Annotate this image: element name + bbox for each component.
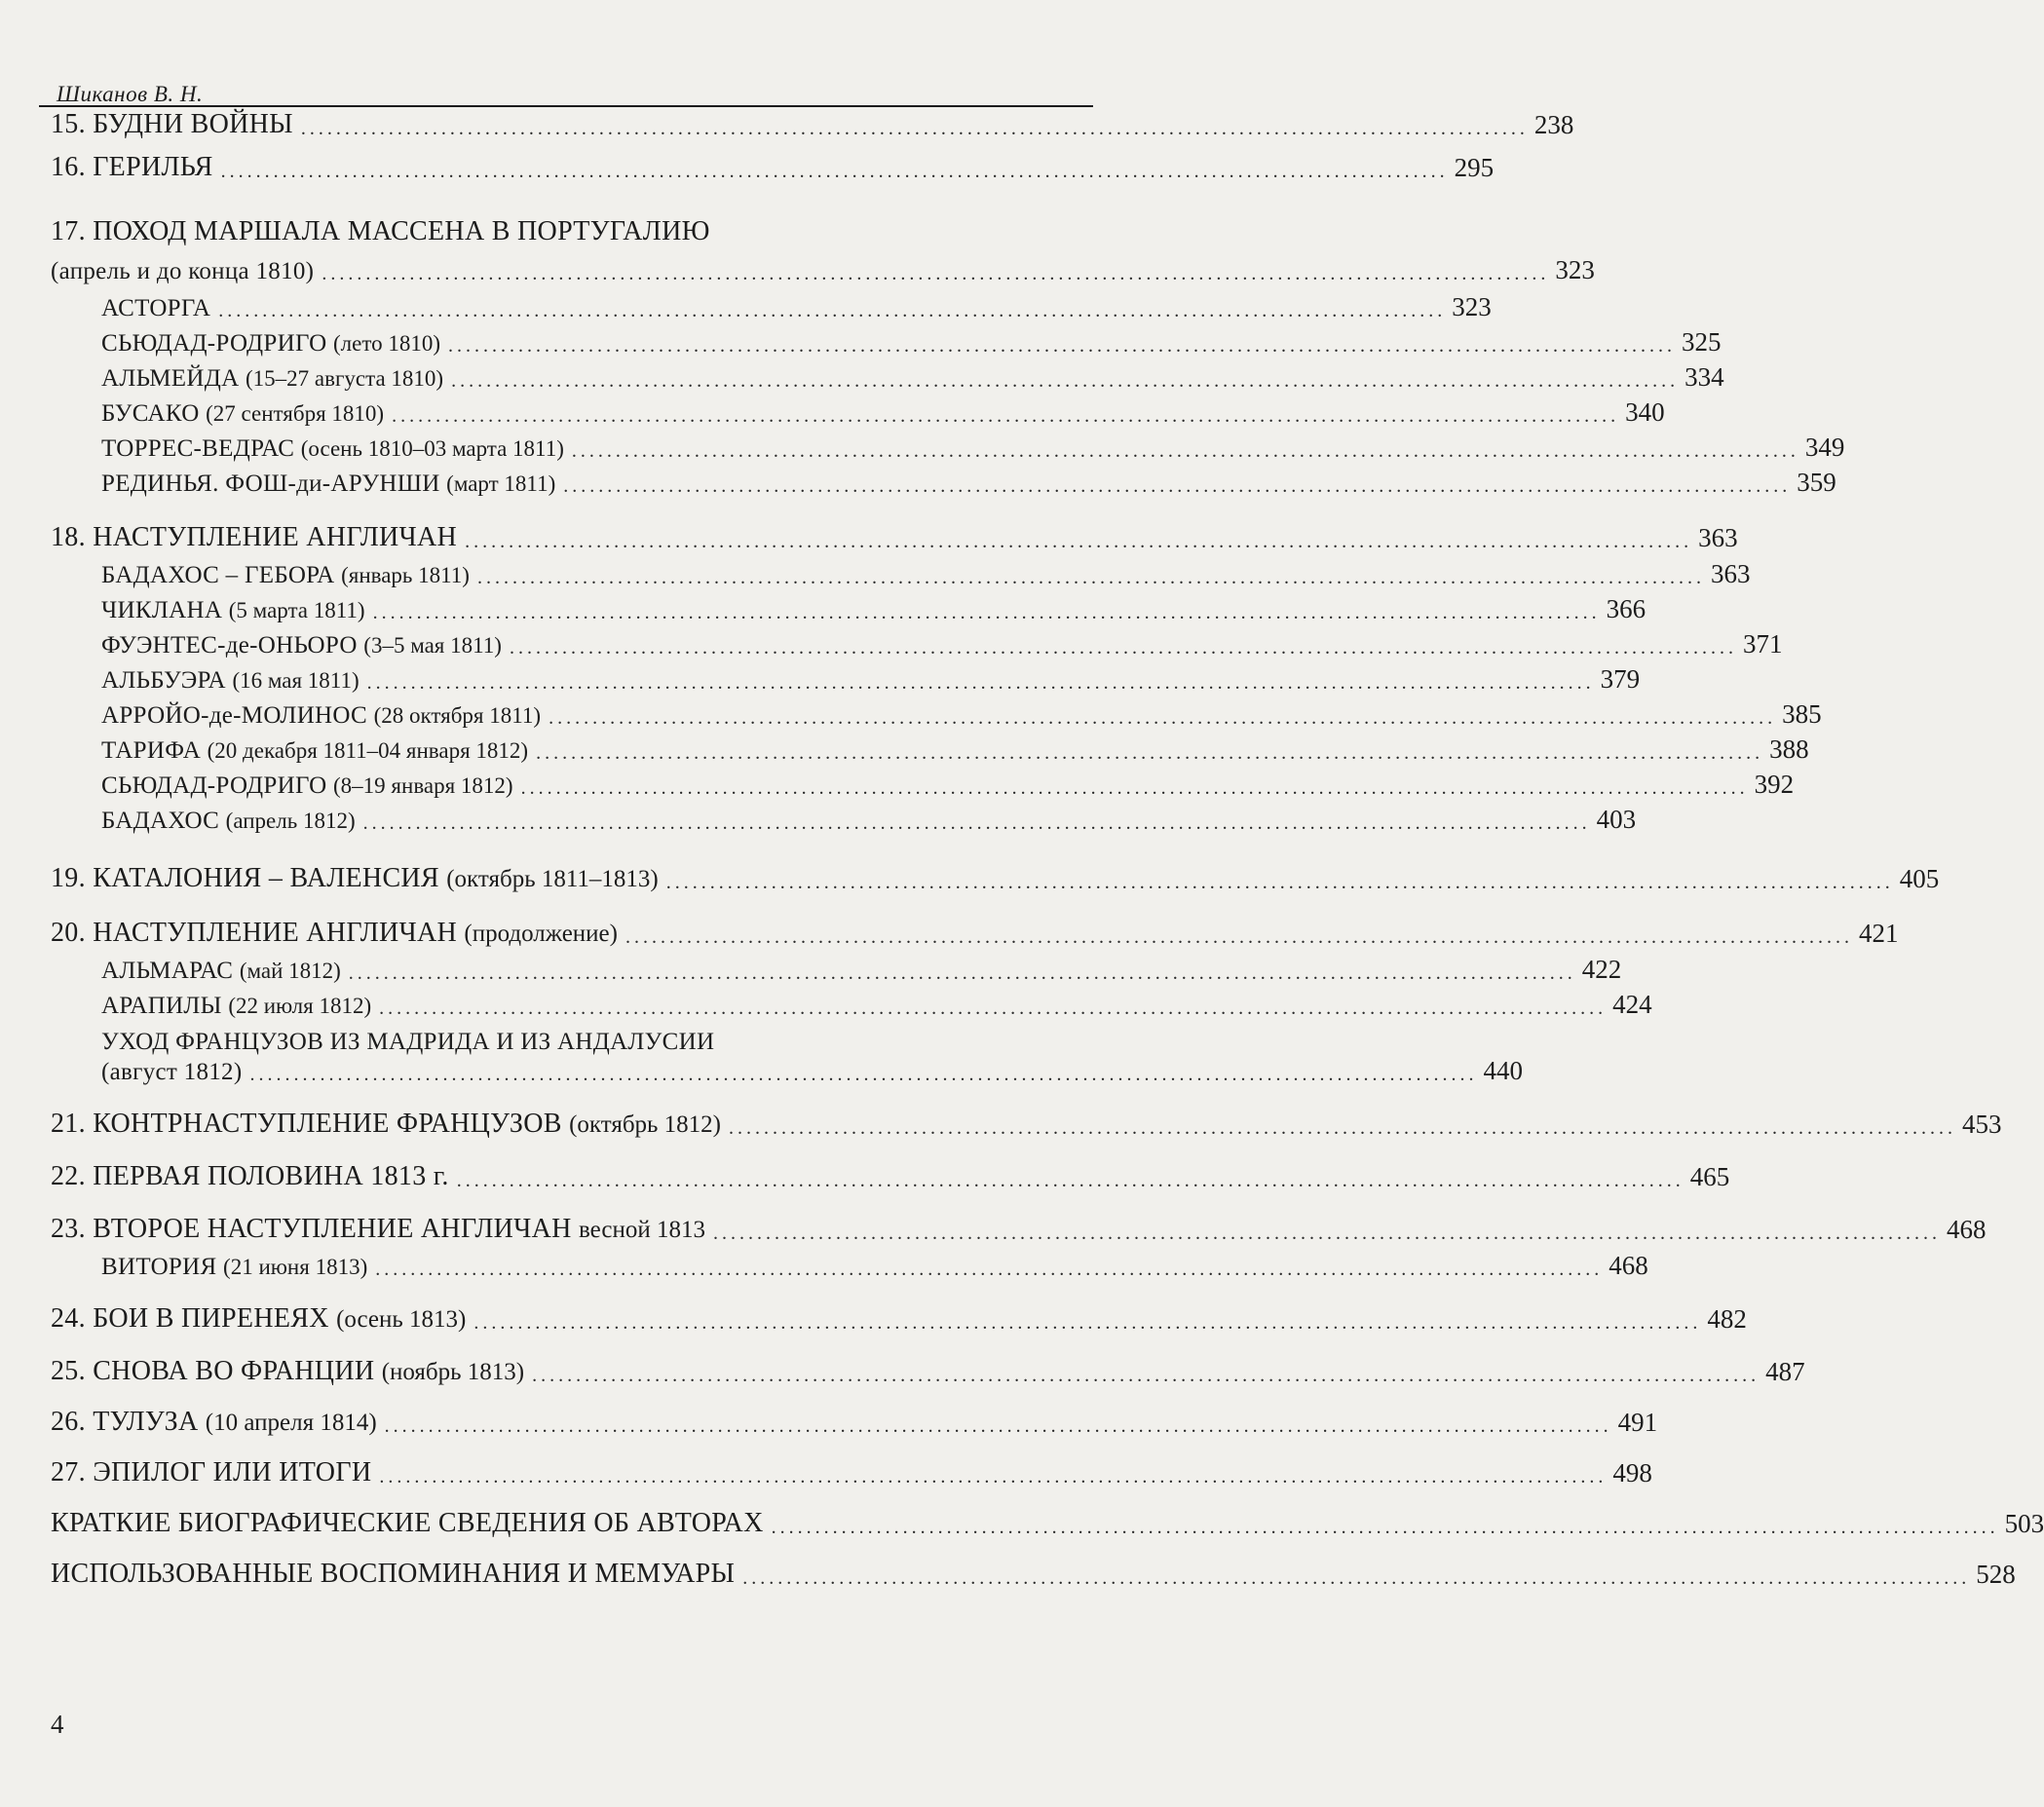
entry-page: 528 (1976, 1560, 2016, 1589)
leader-dots: ............................................................................................................................................ (372, 602, 1601, 623)
entry-page: 359 (1797, 468, 1836, 497)
toc-entry (51, 918, 1899, 949)
entry-page: 238 (1533, 110, 1574, 139)
toc-subentry (101, 1056, 1523, 1086)
entry-title-line: 17. ПОХОД МАРШАЛА МАССЕНА В ПОРТУГАЛИЮ (51, 216, 710, 246)
entry-page: 325 (1682, 327, 1722, 357)
entry-note: весной 1813 (579, 1217, 705, 1243)
toc-subentry (101, 468, 1836, 498)
toc-subentry (101, 990, 1652, 1020)
entry-page: 388 (1769, 734, 1809, 764)
toc-entry (51, 522, 1738, 553)
leader-dots: ............................................................................................................................................ (571, 440, 1799, 462)
toc-subentry (101, 327, 1722, 358)
toc-entry (51, 1559, 2016, 1590)
entry-title: КРАТКИЕ БИОГРАФИЧЕСКИЕ СВЕДЕНИЯ ОБ АВТОРАХ (51, 1508, 764, 1538)
leader-dots: ............................................................................................................................................ (348, 962, 1576, 984)
running-header: Шиканов В. Н. (57, 82, 204, 106)
entry-note: (27 сентября 1810) (206, 401, 385, 426)
entry-title: 15. БУДНИ ВОЙНЫ (51, 109, 293, 139)
leader-dots: ............................................................................................................................................ (665, 872, 1894, 893)
toc-entry (51, 152, 1495, 183)
toc-subentry (101, 955, 1622, 985)
entry-page: 366 (1606, 594, 1647, 623)
entry-page: 465 (1689, 1162, 1730, 1191)
leader-dots: ............................................................................................................................................ (362, 812, 1591, 834)
toc-subentry (101, 433, 1845, 463)
leader-dots: ............................................................................................................................................ (379, 998, 1608, 1019)
entry-title: ФУЭНТЕС-де-ОНЬОРО (101, 632, 358, 659)
entry-page: 405 (1899, 864, 1940, 893)
toc-subentry (101, 362, 1724, 393)
entry-title: 18. НАСТУПЛЕНИЕ АНГЛИЧАН (51, 522, 458, 552)
leader-dots: ............................................................................................................................................ (384, 1415, 1612, 1437)
entry-note: (осень 1813) (336, 1306, 467, 1333)
entry-title: СЬЮДАД-РОДРИГО (101, 330, 327, 357)
entry-title: РЕДИНЬЯ. ФОШ-ди-АРУНШИ (101, 471, 440, 497)
toc-subentry (101, 664, 1641, 695)
entry-page: 363 (1698, 523, 1738, 552)
toc-entry (51, 1161, 1730, 1192)
entry-page: 349 (1804, 433, 1845, 462)
leader-dots: ............................................................................................................................................ (300, 118, 1529, 139)
leader-dots: ............................................................................................................................................ (375, 1259, 1604, 1280)
entry-title: 20. НАСТУПЛЕНИЕ АНГЛИЧАН (51, 918, 458, 948)
entry-page: 482 (1707, 1304, 1747, 1334)
entry-title: БАДАХОС (101, 808, 220, 834)
leader-dots: ............................................................................................................................................ (465, 531, 1693, 552)
leader-dots: ............................................................................................................................................ (392, 405, 1620, 427)
toc-entry (51, 109, 1574, 140)
leader-dots: ............................................................................................................................................ (509, 637, 1737, 659)
entry-note: (21 июня 1813) (223, 1255, 368, 1279)
entry-note: (3–5 мая 1811) (363, 633, 502, 658)
leader-dots: ............................................................................................................................................ (473, 1312, 1702, 1334)
entry-page: 323 (1555, 255, 1595, 284)
entry-page: 334 (1684, 362, 1724, 392)
toc-entry (51, 1214, 1987, 1245)
toc-subentry (101, 397, 1665, 428)
leader-dots: ............................................................................................................................................ (536, 742, 1764, 764)
leader-dots: ............................................................................................................................................ (220, 161, 1449, 182)
entry-page: 421 (1858, 919, 1899, 948)
entry-note: (январь 1811) (341, 563, 470, 587)
entry-page: 379 (1600, 664, 1641, 694)
entry-page: 392 (1754, 770, 1795, 799)
entry-note: (22 июля 1812) (228, 994, 372, 1018)
entry-note: (продолжение) (464, 921, 618, 947)
leader-dots: ............................................................................................................................................ (476, 567, 1705, 588)
leader-dots: ............................................................................................................................................ (379, 1466, 1608, 1487)
entry-title: 27. ЭПИЛОГ ИЛИ ИТОГИ (51, 1457, 372, 1487)
leader-dots: ............................................................................................................................................ (218, 300, 1447, 321)
leader-dots: ............................................................................................................................................ (712, 1223, 1941, 1244)
toc-entry (51, 1303, 1747, 1335)
toc-subentry (101, 734, 1809, 765)
entry-title: ТАРИФА (101, 737, 202, 764)
toc-subentry (101, 292, 1492, 322)
entry-title: АСТОРГА (101, 295, 211, 321)
entry-title: СЬЮДАД-РОДРИГО (101, 772, 327, 799)
leader-dots: ............................................................................................................................................ (532, 1365, 1760, 1386)
toc-subentry (101, 805, 1637, 835)
entry-title: 25. СНОВА ВО ФРАНЦИИ (51, 1356, 375, 1386)
toc-subentry (101, 559, 1751, 589)
leader-dots: ............................................................................................................................................ (451, 370, 1680, 392)
entry-title: 22. ПЕРВАЯ ПОЛОВИНА 1813 г. (51, 1161, 449, 1191)
leader-dots: ............................................................................................................................................ (249, 1064, 1478, 1085)
toc-subentry (101, 770, 1795, 800)
entry-note: (16 мая 1811) (232, 668, 360, 693)
entry-page: 440 (1483, 1056, 1523, 1085)
entry-title: БАДАХОС – ГЕБОРА (101, 562, 335, 588)
entry-page: 487 (1765, 1357, 1805, 1386)
entry-title: АРАПИЛЫ (101, 993, 222, 1019)
entry-page: 385 (1782, 699, 1822, 729)
entry-note: (5 марта 1811) (228, 598, 365, 622)
leader-dots: ............................................................................................................................................ (771, 1517, 1999, 1538)
entry-page: 371 (1742, 629, 1783, 659)
entry-note: (октябрь 1811–1813) (446, 866, 659, 892)
entry-note: (осень 1810–03 марта 1811) (300, 436, 564, 461)
toc-subentry (101, 629, 1783, 659)
entry-page: 453 (1962, 1110, 2002, 1139)
entry-note: (20 декабря 1811–04 января 1812) (207, 738, 529, 763)
entry-title: ВИТОРИЯ (101, 1254, 217, 1280)
entry-page: 295 (1454, 153, 1495, 182)
entry-page: 323 (1452, 292, 1492, 321)
leader-dots: ............................................................................................................................................ (322, 263, 1550, 284)
entry-note: (апрель и до конца 1810) (51, 258, 315, 284)
entry-note: (лето 1810) (333, 331, 441, 356)
leader-dots: ............................................................................................................................................ (625, 926, 1853, 948)
entry-note: (март 1811) (446, 471, 556, 496)
entry-note: (ноябрь 1813) (381, 1359, 525, 1385)
entry-title: 23. ВТОРОЕ НАСТУПЛЕНИЕ АНГЛИЧАН (51, 1214, 572, 1244)
leader-dots: ............................................................................................................................................ (729, 1117, 1957, 1139)
toc-entry (51, 1508, 2044, 1539)
leader-dots: ............................................................................................................................................ (448, 335, 1677, 357)
toc-entry (51, 1109, 2002, 1140)
entry-title: АРРОЙО-де-МОЛИНОС (101, 702, 368, 729)
entry-title: БУСАКО (101, 400, 200, 427)
toc-subentry (101, 594, 1647, 624)
entry-title: АЛЬБУЭРА (101, 667, 226, 694)
entry-note: (октябрь 1812) (569, 1111, 722, 1138)
entry-title: АЛЬМЕЙДА (101, 365, 240, 392)
entry-page: 422 (1581, 955, 1622, 984)
leader-dots: ............................................................................................................................................ (563, 475, 1792, 497)
entry-title: 21. КОНТРНАСТУПЛЕНИЕ ФРАНЦУЗОВ (51, 1109, 562, 1139)
entry-page: 491 (1617, 1408, 1658, 1437)
entry-note: (15–27 августа 1810) (246, 366, 444, 391)
entry-title: ИСПОЛЬЗОВАННЫЕ ВОСПОМИНАНИЯ И МЕМУАРЫ (51, 1559, 736, 1589)
entry-title: 24. БОИ В ПИРЕНЕЯХ (51, 1303, 329, 1334)
entry-title: ЧИКЛАНА (101, 597, 223, 623)
leader-dots: ............................................................................................................................................ (366, 672, 1595, 694)
entry-title: ТОРРЕС-ВЕДРАС (101, 435, 295, 462)
entry-page: 363 (1710, 559, 1751, 588)
leader-dots: ............................................................................................................................................ (549, 707, 1777, 729)
leader-dots: ............................................................................................................................................ (520, 777, 1749, 799)
toc-entry (51, 255, 1595, 285)
entry-page: 503 (2004, 1509, 2044, 1538)
entry-title: АЛЬМАРАС (101, 958, 234, 984)
page-number: 4 (51, 1710, 64, 1739)
entry-note: (28 октября 1811) (373, 703, 542, 728)
entry-title: 16. ГЕРИЛЬЯ (51, 152, 213, 182)
entry-title-line: УХОД ФРАНЦУЗОВ ИЗ МАДРИДА И ИЗ АНДАЛУСИИ (101, 1029, 715, 1055)
entry-title: 26. ТУЛУЗА (51, 1407, 199, 1437)
entry-note: (май 1812) (239, 959, 341, 983)
entry-page: 403 (1596, 805, 1637, 834)
entry-note: (август 1812) (101, 1059, 243, 1085)
entry-note: (8–19 января 1812) (333, 773, 513, 798)
toc-entry (51, 1457, 1652, 1488)
toc-entry (51, 863, 1940, 894)
entry-page: 498 (1612, 1458, 1652, 1487)
entry-page: 468 (1946, 1215, 1987, 1244)
leader-dots: ............................................................................................................................................ (456, 1170, 1684, 1191)
entry-title: 19. КАТАЛОНИЯ – ВАЛЕНСИЯ (51, 863, 439, 893)
entry-page: 340 (1625, 397, 1665, 427)
leader-dots: ............................................................................................................................................ (742, 1567, 1971, 1589)
toc-entry (51, 1356, 1805, 1387)
toc-subentry (101, 1251, 1648, 1281)
toc-entry (51, 1407, 1658, 1438)
entry-page: 424 (1612, 990, 1652, 1019)
entry-note: (10 апреля 1814) (205, 1410, 377, 1436)
toc-subentry (101, 699, 1822, 730)
entry-page: 468 (1609, 1251, 1648, 1280)
entry-note: (апрель 1812) (225, 809, 356, 833)
